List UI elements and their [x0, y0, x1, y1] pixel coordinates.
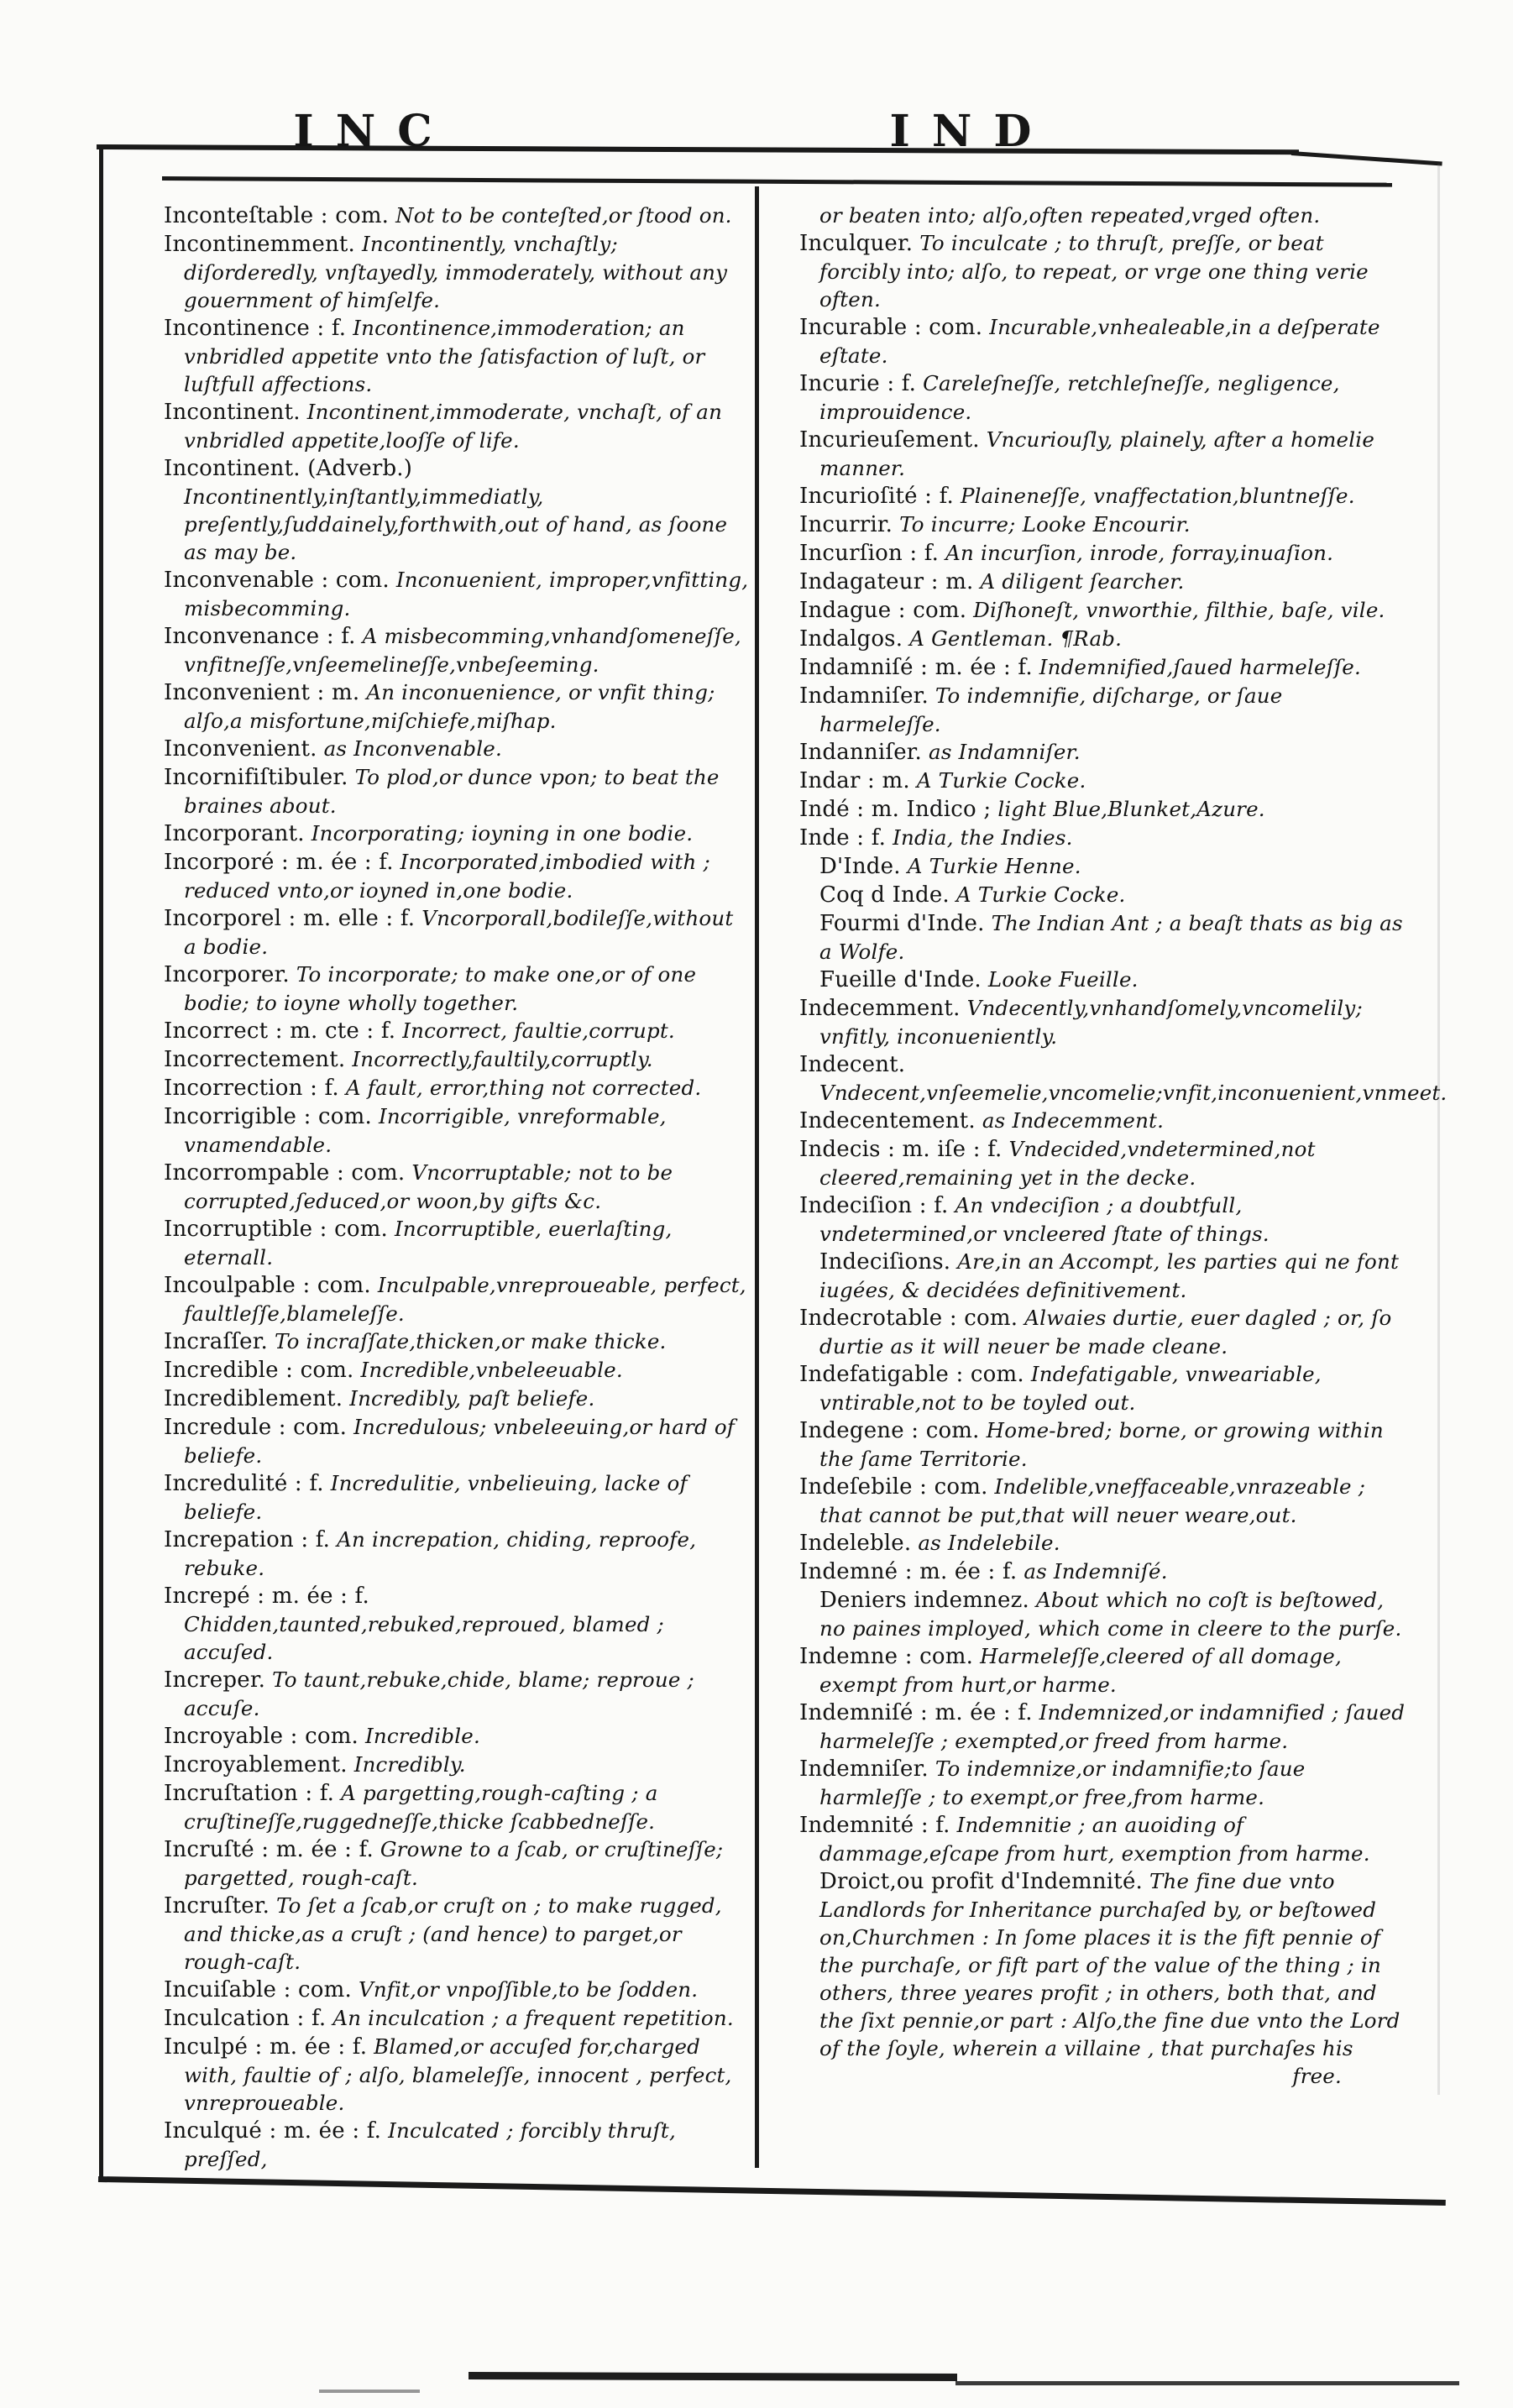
- dictionary-entry: [799, 568, 1409, 596]
- entry-headword: Incurable : com.: [799, 315, 983, 340]
- entry-headword: Incurie : f.: [799, 371, 917, 396]
- page-top-border-right: [1291, 151, 1442, 166]
- entry-headword: Incurſion : f.: [799, 541, 940, 566]
- entry-definition: The fine due vnto Landlords for Inheritance purchaſed by, or beſtowed on,Churchmen : In ſome places it is the fift pennie of the purchaſe, or fift part of the value of the thing ; in others, three yeares profit ; in others, both that, and the ſixt pennie,or part : Alſo,the fine due vnto the Lord of the ſoyle, wherein a villaine , that purchaſes his: [819, 1869, 1400, 2060]
- entry-definition: A Turkie Cocke.: [955, 882, 1126, 907]
- entry-definition: Vndecently,vnhandſomely,vncomelily; vnfitly, inconueniently.: [819, 996, 1363, 1049]
- page-right-border: [1437, 164, 1440, 2095]
- entry-definition: Inconuenient, improper,vnfitting, misbecomming.: [184, 568, 749, 620]
- entry-definition: Indemnitie ; an auoiding of dammage,eſcape from hurt, exemption from harme.: [819, 1813, 1370, 1866]
- dictionary-entry: [164, 454, 751, 566]
- entry-headword: Inconvenient.: [164, 736, 317, 762]
- entry-headword: Incraſſer.: [164, 1329, 268, 1354]
- dictionary-entry: [799, 539, 1409, 568]
- dictionary-entry: [799, 1050, 1448, 1107]
- entry-definition: Vndecided,vndetermined,not cleered,remaining yet in the decke.: [819, 1137, 1316, 1190]
- dictionary-entry: [164, 1526, 751, 1582]
- entry-definition: Careleſneſſe, retchleſneſſe, negligence, improuidence.: [819, 371, 1340, 424]
- entry-headword: Incontinent. (Adverb.): [164, 456, 413, 481]
- entry-headword: Coq d Inde.: [819, 882, 950, 908]
- dictionary-entry: [799, 1473, 1409, 1529]
- entry-headword: Indeciſion : f.: [799, 1193, 949, 1218]
- entry-headword: Incurieuſement.: [799, 427, 980, 453]
- scan-artifact-line: [319, 2390, 420, 2393]
- entry-headword: Incontinemment.: [164, 232, 356, 257]
- dictionary-entry: [799, 795, 1409, 824]
- entry-headword: Indemnité : f.: [799, 1813, 950, 1838]
- dictionary-entry: [799, 1811, 1409, 1867]
- entry-definition: Incorruptible, euerlaſting, eternall.: [184, 1217, 673, 1269]
- entry-headword: Incredulité : f.: [164, 1471, 324, 1496]
- entry-definition: An inconuenience, or vnfit thing; alſo,a misfortune,miſchiefe,miſhap.: [184, 680, 715, 733]
- entry-headword: Indecemment.: [799, 996, 961, 1021]
- dictionary-entry: [164, 2004, 751, 2033]
- dictionary-entry: [164, 2117, 751, 2173]
- page-bottom-border: [98, 2176, 1446, 2206]
- entry-definition: An inculcation ; a frequent repetition.: [332, 2006, 734, 2030]
- dictionary-entry: [799, 1107, 1409, 1135]
- entry-definition: Incontinence,immoderation; an vnbridled appetite vnto the ſatisfaction of luſt, or luſtfull affections.: [184, 316, 705, 396]
- dictionary-entry: [164, 566, 751, 622]
- entry-definition: Indelible,vneffaceable,vnrazeable ; that cannot be put,that will neuer weare,out.: [819, 1474, 1366, 1527]
- dictionary-entry: [164, 1469, 751, 1526]
- entry-headword: Inculcation : f.: [164, 2006, 327, 2031]
- entry-definition: Incorrect, faultie,corrupt.: [402, 1018, 675, 1043]
- entry-definition: Looke Fueille.: [987, 967, 1139, 992]
- dictionary-entry: [799, 1699, 1409, 1755]
- entry-headword: Increper.: [164, 1667, 266, 1693]
- dictionary-entry: [799, 909, 1409, 966]
- entry-definition: A pargetting,rough-caſting ; a cruſtineſſe,ruggedneſſe,thicke ſcabbedneſſe.: [184, 1781, 658, 1834]
- entry-headword: Indemniſé : m. ée : f.: [799, 1700, 1033, 1725]
- entry-definition: Indemnified,ſaued harmeleſſe.: [1039, 655, 1361, 679]
- entry-headword: Incruſtation : f.: [164, 1781, 335, 1806]
- dictionary-entry: [799, 369, 1409, 426]
- dictionary-entry: [164, 1413, 751, 1469]
- column-divider-rule: [755, 186, 759, 2168]
- right-column-header: IND: [889, 106, 1054, 157]
- entry-definition: Home-bred; borne, or growing within the ſame Territorie.: [819, 1418, 1384, 1471]
- entry-definition: as Indecemment.: [982, 1108, 1165, 1133]
- entry-headword: Incruſter.: [164, 1893, 270, 1919]
- dictionary-entry: [799, 1755, 1409, 1811]
- dictionary-entry: [799, 682, 1409, 738]
- entry-definition: Not to be conteſted,or ſtood on.: [395, 203, 732, 228]
- entry-headword: Incorrompable : com.: [164, 1160, 406, 1186]
- entry-headword: Indanniſer.: [799, 740, 923, 765]
- entry-headword: Indeciſions.: [819, 1249, 951, 1275]
- entry-definition: An increpation, chiding, reproofe, rebuke.: [184, 1527, 697, 1580]
- entry-headword: Indemne : com.: [799, 1644, 974, 1669]
- dictionary-entry: [164, 1666, 751, 1722]
- dictionary-entry: [799, 738, 1409, 767]
- entry-headword: Incorporant.: [164, 821, 305, 846]
- entry-headword: Indagateur : m.: [799, 569, 974, 594]
- entry-definition: as Indelebile.: [918, 1531, 1060, 1555]
- dictionary-entry: [164, 1102, 751, 1159]
- dictionary-entry: [164, 2033, 751, 2117]
- entry-definition: Incorrectly,faultily,corruptly.: [352, 1047, 653, 1071]
- entry-definition: Indemnized,or indamnified ; ſaued harmeleſſe ; exempted,or freed from harme.: [819, 1700, 1406, 1753]
- dictionary-entry: [799, 966, 1409, 994]
- entry-definition: A misbecomming,vnhandſomeneſſe, vnfitneſſe,vnſeemelineſſe,vnbeſeeming.: [184, 624, 741, 677]
- dictionary-entry: [799, 313, 1409, 369]
- entry-definition: Incredulitie, vnbelieuing, lacke of beliefe.: [184, 1471, 688, 1524]
- entry-definition: A Gentleman. ¶Rab.: [909, 626, 1123, 651]
- dictionary-entry: [164, 1582, 751, 1666]
- dictionary-entry: [164, 1779, 751, 1835]
- entry-definition: Chidden,taunted,rebuked,reproued, blamed ; accuſed.: [184, 1612, 664, 1664]
- dictionary-entry: [164, 1159, 751, 1215]
- dictionary-entry: [799, 202, 1409, 229]
- dictionary-entry: [164, 1751, 751, 1779]
- entry-headword: Indecentement.: [799, 1108, 976, 1133]
- entry-headword: Incorrectement.: [164, 1047, 346, 1072]
- dictionary-entry: [799, 625, 1409, 653]
- entry-definition: Incredible,vnbeleeuable.: [360, 1358, 623, 1382]
- entry-definition: Vndecent,vnſeemelie,vncomelie;vnfit,inconuenient,vnmeet.: [819, 1081, 1448, 1105]
- dictionary-entry: [164, 1074, 751, 1102]
- entry-headword: Incuiſable : com.: [164, 1977, 352, 2002]
- dictionary-entry: [164, 735, 751, 763]
- entry-definition: To ſet a ſcab,or cruſt on ; to make rugged, and thicke,as a cruſt ; (and hence) to parget,or rough-caſt.: [184, 1893, 722, 1974]
- entry-definition: A diligent ſearcher.: [980, 569, 1185, 594]
- entry-definition: Incorrigible, vnreformable, vnamendable.: [184, 1104, 667, 1157]
- entry-definition: To plod,or dunce vpon; to beat the braines about.: [184, 765, 720, 818]
- entry-headword: Inconvenance : f.: [164, 624, 356, 649]
- entry-definition: Harmeleſſe,cleered of all domage, exempt from hurt,or harme.: [819, 1644, 1342, 1697]
- page-left-border: [99, 144, 103, 2180]
- entry-definition: A Turkie Henne.: [907, 854, 1081, 878]
- entry-headword: Indemné : m. ée : f.: [799, 1559, 1018, 1584]
- dictionary-entry: [799, 1360, 1409, 1416]
- dictionary-entry: [164, 1017, 751, 1045]
- dictionary-entry: [164, 1327, 751, 1356]
- entry-headword: Incroyablement.: [164, 1752, 348, 1777]
- header-divider-rule: [162, 176, 1392, 187]
- entry-headword: Droict,ou profit d'Indemnité.: [819, 1869, 1144, 1894]
- dictionary-entry: [799, 852, 1409, 881]
- entry-headword: Indecrotable : com.: [799, 1306, 1018, 1331]
- entry-definition: as Inconvenable.: [323, 736, 502, 761]
- dictionary-entry: [164, 1835, 751, 1892]
- entry-definition: Vncorruptable; not to be corrupted,ſeduced,or woon,by gifts &c.: [184, 1160, 673, 1213]
- entry-definition: To taunt,rebuke,chide, blame; reproue ; accuſe.: [184, 1667, 694, 1720]
- entry-headword: Incorrect : m. cte : f.: [164, 1018, 396, 1044]
- entry-headword: Inculqué : m. ée : f.: [164, 2118, 382, 2144]
- entry-headword: Inde : f.: [799, 825, 887, 851]
- entry-headword: Incredule : com.: [164, 1415, 348, 1440]
- entry-headword: Indegene : com.: [799, 1418, 980, 1443]
- dictionary-entry: [164, 819, 751, 848]
- entry-headword: Incorrection : f.: [164, 1076, 339, 1101]
- dictionary-entry: [164, 1892, 751, 1976]
- entry-headword: Incrediblement.: [164, 1386, 343, 1411]
- entry-definition: Vncorporall,bodileſſe,without a bodie.: [184, 906, 734, 959]
- entry-definition: Inculcated ; forcibly thruſt, preſſed,: [184, 2118, 676, 2171]
- entry-headword: Inconvenient : m.: [164, 680, 360, 705]
- entry-definition: Growne to a ſcab, or cruſtineſſe; pargetted, rough-caſt.: [184, 1837, 724, 1890]
- entry-headword: Indecis : m. iſe : f.: [799, 1137, 1003, 1162]
- left-column: [164, 202, 751, 2173]
- entry-definition: Incredibly, paſt beliefe.: [349, 1386, 595, 1411]
- entry-definition: A Turkie Cocke.: [916, 768, 1086, 793]
- dictionary-entry: [799, 653, 1409, 682]
- entry-definition: A fault, error,thing not corrected.: [345, 1076, 702, 1100]
- dictionary-entry: [799, 824, 1409, 852]
- entry-headword: Indamniſer.: [799, 683, 929, 709]
- entry-headword: Indeſebile : com.: [799, 1474, 988, 1500]
- entry-definition: Incurable,vnhealeable,in a deſperate eſtate.: [819, 315, 1380, 368]
- right-column: [799, 202, 1448, 2090]
- entry-headword: Deniers indemnez.: [819, 1588, 1029, 1613]
- dictionary-entry: [799, 1135, 1409, 1191]
- dictionary-entry: [799, 482, 1409, 510]
- dictionary-entry: [799, 1248, 1409, 1304]
- dictionary-entry: [164, 678, 751, 735]
- entry-headword: Increpé : m. ée : f.: [164, 1584, 369, 1609]
- entry-headword: Incurrir.: [799, 512, 893, 537]
- entry-definition: Incontinent,immoderate, vnchaſt, of an vnbridled appetite,looſſe of life.: [184, 400, 723, 453]
- entry-definition: Indefatigable, vnweariable, vntirable,not to be toyled out.: [819, 1362, 1322, 1415]
- entry-definition: Incredible.: [365, 1724, 480, 1748]
- dictionary-entry: [164, 230, 751, 314]
- entry-headword: Incorrigible : com.: [164, 1104, 372, 1129]
- dictionary-entry: [799, 426, 1409, 482]
- dictionary-entry: [164, 961, 751, 1017]
- dictionary-entry: [799, 1642, 1409, 1699]
- scan-artifact-line: [955, 2381, 1459, 2385]
- entry-definition: Alwaies durtie, euer dagled ; or, ſo durtie as it will neuer be made cleane.: [819, 1306, 1392, 1358]
- entry-definition: Are,in an Accompt, les parties qui ne font iugées, & decidées definitivement.: [819, 1249, 1400, 1302]
- entry-definition: Incredulous; vnbeleeuing,or hard of beliefe.: [184, 1415, 736, 1468]
- entry-definition: as Indemniſé.: [1024, 1559, 1168, 1584]
- entry-definition: or beaten into; alſo,often repeated,vrged often.: [819, 203, 1321, 228]
- entry-definition: light Blue,Blunket,Azure.: [997, 797, 1265, 821]
- dictionary-entry: [799, 881, 1409, 909]
- entry-headword: Indeleble.: [799, 1531, 912, 1556]
- entry-headword: Incorporel : m. elle : f.: [164, 906, 416, 931]
- entry-headword: Incontinent.: [164, 400, 301, 425]
- dictionary-entry: [799, 1529, 1409, 1557]
- entry-headword: Inconteſtable : com.: [164, 203, 390, 228]
- entry-definition: To incorporate; to make one,or of one bodie; to ioyne wholly together.: [184, 962, 697, 1015]
- entry-headword: Incontinence : f.: [164, 316, 347, 341]
- dictionary-entry: [164, 1045, 751, 1074]
- entry-headword: Incorporer.: [164, 962, 290, 987]
- entry-headword: Incoulpable : com.: [164, 1273, 371, 1298]
- entry-definition: free.: [1292, 2064, 1342, 2088]
- entry-definition: Plaineneſſe, vnaffectation,bluntneſſe.: [960, 484, 1355, 508]
- dictionary-entry: [799, 767, 1409, 795]
- entry-headword: Inconvenable : com.: [164, 568, 390, 593]
- entry-definition: India, the Indies.: [893, 825, 1073, 850]
- dictionary-entry: [164, 1215, 751, 1271]
- entry-definition: Blamed,or accuſed for,charged with, faultie of ; alſo, blameleſſe, innocent , perfect, vnreproueable.: [184, 2034, 732, 2115]
- entry-definition: To indemnifie, diſcharge, or ſaue harmeleſſe.: [819, 683, 1283, 736]
- entry-headword: Fueille d'Inde.: [819, 967, 982, 992]
- dictionary-entry: [164, 202, 751, 230]
- entry-definition: Incontinently,inſtantly,immediatly, preſently,ſuddainely,forthwith,out of hand, as ſoone as may be.: [184, 484, 728, 564]
- dictionary-entry: [799, 994, 1409, 1050]
- entry-headword: Indague : com.: [799, 598, 967, 623]
- entry-definition: Incorporating; ioyning in one bodie.: [311, 821, 694, 845]
- dictionary-entry: [799, 510, 1409, 539]
- dictionary-entry: [164, 1385, 751, 1413]
- dictionary-entry: [799, 1557, 1409, 1586]
- entry-definition: Vncuriouſly, plainely, after a homelie manner.: [819, 427, 1375, 480]
- entry-headword: Indefatigable : com.: [799, 1362, 1024, 1387]
- dictionary-entry: [164, 622, 751, 678]
- dictionary-entry: [164, 1722, 751, 1751]
- entry-definition: To incurre; Looke Encourir.: [899, 512, 1191, 537]
- entry-headword: Incredible : com.: [164, 1358, 354, 1383]
- dictionary-entry: [164, 1976, 751, 2004]
- entry-headword: Indar : m.: [799, 768, 910, 793]
- entry-headword: Inculquer.: [799, 231, 914, 256]
- entry-headword: Indamniſé : m. ée : f.: [799, 655, 1033, 680]
- entry-headword: Indecent.: [799, 1052, 906, 1077]
- dictionary-entry: [164, 398, 751, 454]
- entry-headword: Incorporé : m. ée : f.: [164, 850, 394, 875]
- dictionary-entry: [164, 763, 751, 819]
- left-column-header: INC: [293, 106, 454, 157]
- entry-definition: To incraſſate,thicken,or make thicke.: [274, 1329, 667, 1353]
- dictionary-entry: [164, 848, 751, 904]
- entry-definition: An incurſion, inrode, forray,inuaſion.: [945, 541, 1334, 565]
- entry-headword: Indé : m. Indico ;: [799, 797, 992, 822]
- dictionary-entry: [164, 1271, 751, 1327]
- dictionary-entry: [799, 1304, 1409, 1360]
- entry-definition: Inculpable,vnreproueable, perfect, faultleſſe,blameleſſe.: [184, 1273, 746, 1326]
- catchword: [799, 2062, 1409, 2090]
- dictionary-entry: [799, 1586, 1409, 1642]
- entry-headword: Fourmi d'Inde.: [819, 911, 985, 936]
- dictionary-entry: [799, 1416, 1409, 1473]
- entry-definition: as Indamniſer.: [929, 740, 1081, 764]
- entry-definition: Incontinently, vnchaſtly; diſorderedly, vnſtayedly, immoderately, without any gouernment of himſelfe.: [184, 232, 728, 312]
- entry-definition: The Indian Ant ; a beaſt thats as big as a Wolfe.: [819, 911, 1403, 964]
- entry-headword: Incurioſité : f.: [799, 484, 954, 509]
- entry-headword: Indemniſer.: [799, 1756, 929, 1782]
- entry-definition: About which no coſt is beſtowed, no paines imployed, which come in cleere to the purſe.: [819, 1588, 1402, 1641]
- dictionary-entry: [164, 1356, 751, 1385]
- dictionary-entry: [799, 229, 1409, 313]
- dictionary-entry: [164, 904, 751, 961]
- entry-definition: Incredibly.: [353, 1752, 466, 1777]
- dictionary-entry: [799, 596, 1409, 625]
- entry-definition: Vnfit,or vnpoſſible,to be ſodden.: [358, 1977, 699, 2002]
- scan-artifact-line: [469, 2372, 957, 2381]
- entry-definition: To inculcate ; to thruſt, preſſe, or beat forcibly into; alſo, to repeat, or vrge one thing verie often.: [819, 231, 1369, 311]
- entry-headword: Indalgos.: [799, 626, 903, 652]
- entry-headword: Incroyable : com.: [164, 1724, 359, 1749]
- entry-headword: D'Inde.: [819, 854, 901, 879]
- dictionary-entry: [164, 314, 751, 398]
- entry-headword: Increpation : f.: [164, 1527, 331, 1552]
- entry-definition: An vndeciſion ; a doubtfull, vndetermined,or vncleered ſtate of things.: [819, 1193, 1270, 1246]
- entry-definition: To indemnize,or indamnifie;to ſaue harmleſſe ; to exempt,or free,from harme.: [819, 1756, 1306, 1809]
- entry-definition: Incorporated,imbodied with ; reduced vnto,or ioyned in,one bodie.: [184, 850, 710, 903]
- entry-headword: Inculpé : m. ée : f.: [164, 2034, 368, 2060]
- entry-definition: Diſhoneſt, vnworthie, filthie, baſe, vile.: [973, 598, 1385, 622]
- dictionary-entry: [799, 1191, 1409, 1248]
- dictionary-entry: [799, 1867, 1409, 2062]
- entry-headword: Incornifiſtibuler.: [164, 765, 348, 790]
- entry-headword: Incruſté : m. ée : f.: [164, 1837, 374, 1862]
- entry-headword: Incorruptible : com.: [164, 1217, 389, 1242]
